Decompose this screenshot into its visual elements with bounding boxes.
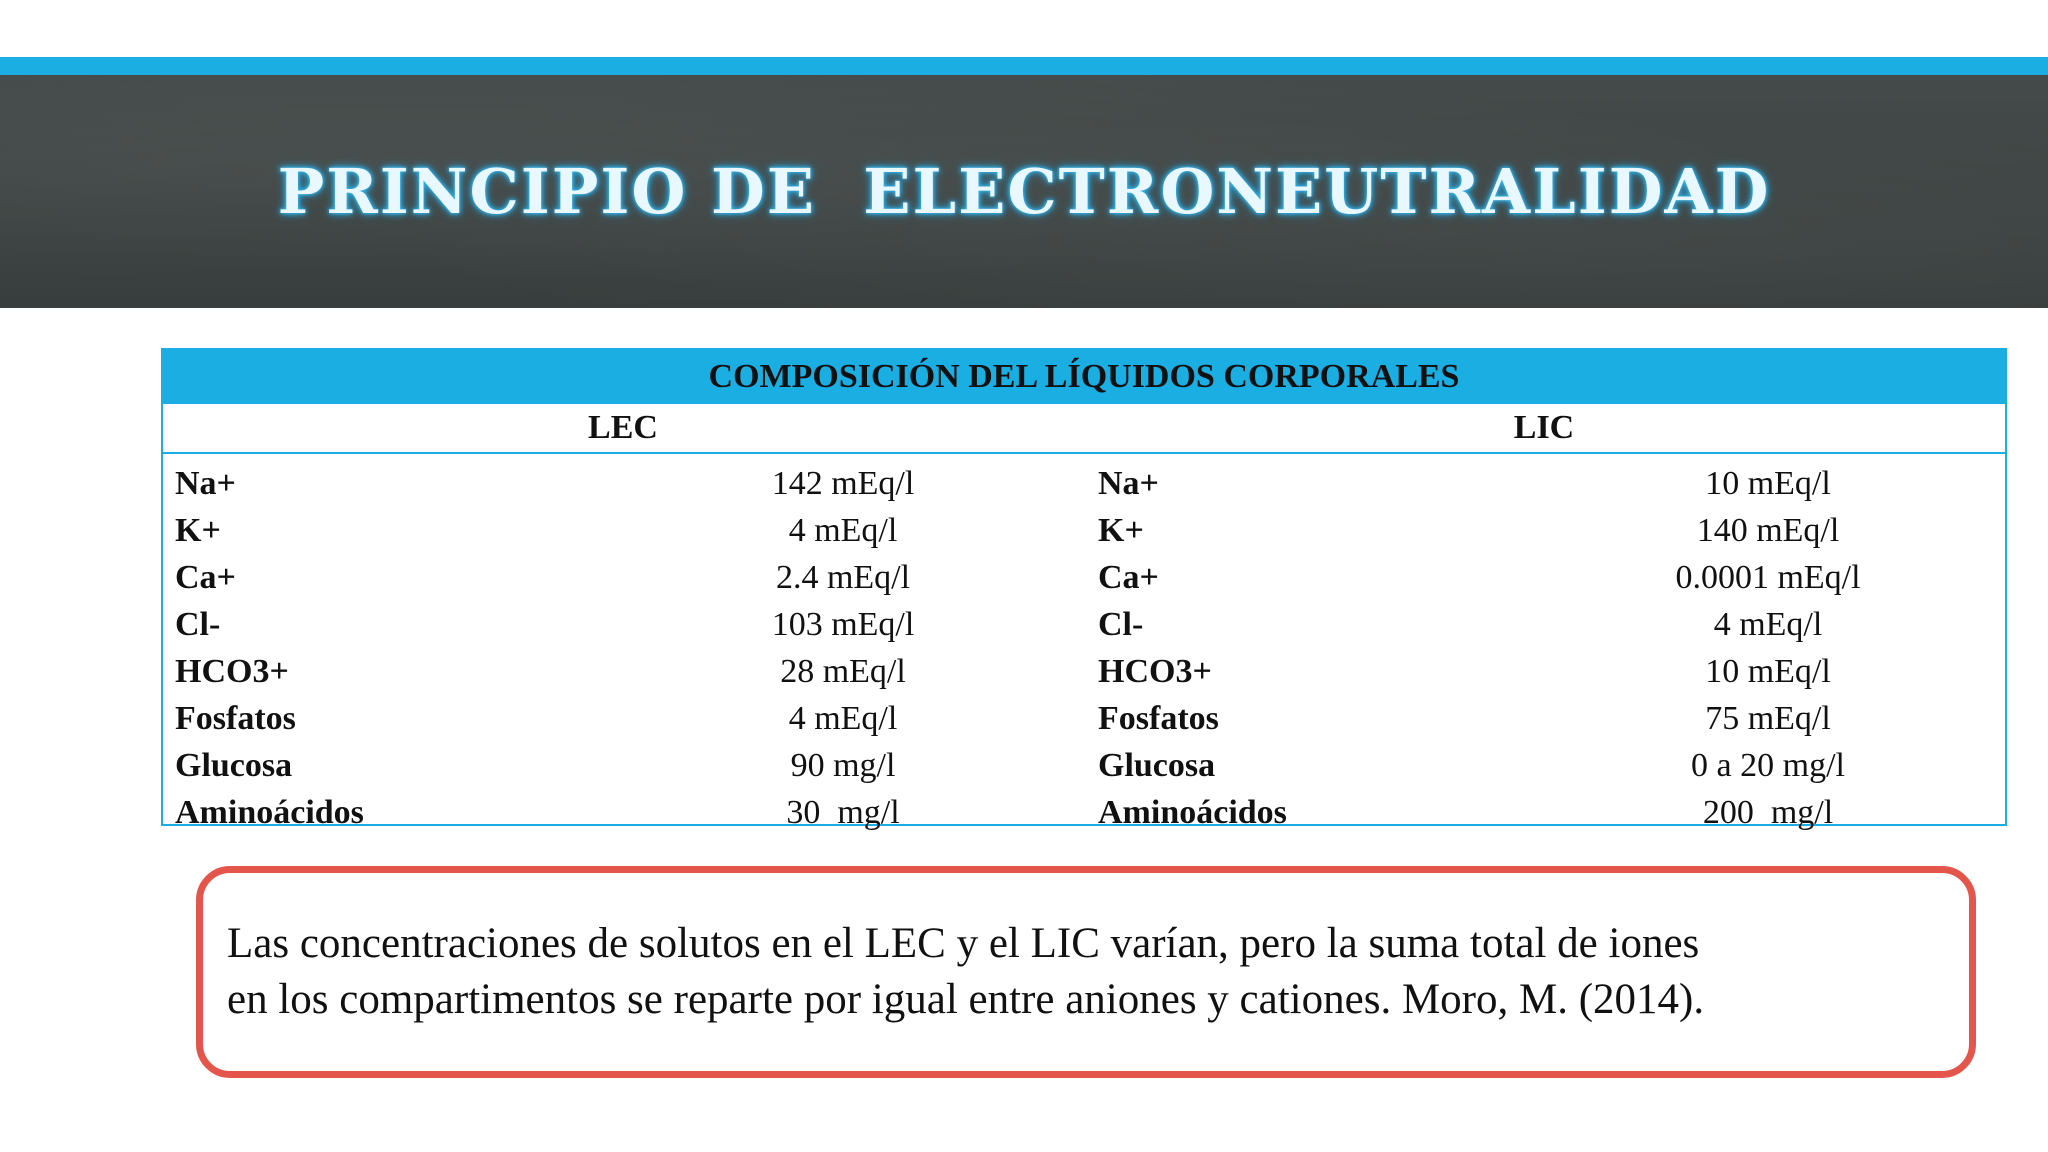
note-line-1: Las concentraciones de solutos en el LEC y el LIC varían, pero la suma total de iones: [227, 920, 1700, 967]
header-lic: LIC: [1513, 409, 1575, 446]
lic-solute: HCO3+: [1098, 652, 1212, 690]
lic-solute: Aminoácidos: [1098, 793, 1287, 831]
lec-solute: Fosfatos: [175, 699, 296, 737]
table-row: [163, 648, 2005, 695]
table-row: [163, 601, 2005, 648]
lic-value: 10 mEq/l: [1705, 652, 1831, 690]
slide-title: PRINCIPIO DE ELECTRONEUTRALIDAD: [277, 155, 1771, 228]
lec-value: 4 mEq/l: [788, 699, 898, 737]
lec-value: 2.4 mEq/l: [775, 558, 911, 596]
table-row: [163, 789, 2005, 836]
lic-solute: Cl-: [1098, 605, 1144, 643]
lic-solute: Glucosa: [1098, 746, 1216, 784]
top-accent-stripe: [0, 57, 2048, 75]
lec-solute: HCO3+: [175, 652, 289, 690]
lec-value: 103 mEq/l: [771, 605, 915, 643]
table-row: [163, 507, 2005, 554]
lec-value: 30 mg/l: [786, 793, 900, 831]
header-lec: LEC: [588, 409, 658, 446]
lec-solute: Aminoácidos: [175, 793, 364, 831]
lic-value: 0 a 20 mg/l: [1691, 746, 1845, 784]
lec-solute: K+: [175, 511, 221, 549]
lic-solute: Fosfatos: [1098, 699, 1219, 737]
lic-value: 4 mEq/l: [1713, 605, 1823, 643]
note-line-2: en los compartimentos se reparte por igual entre aniones y cationes. Moro, M. (2014).: [227, 976, 1705, 1023]
lic-solute: Na+: [1098, 464, 1159, 502]
table-row: [163, 460, 2005, 507]
table-body: [163, 454, 2005, 836]
lic-solute: K+: [1098, 511, 1144, 549]
lec-solute: Na+: [175, 464, 236, 502]
lec-value: 28 mEq/l: [780, 652, 906, 690]
lec-value: 142 mEq/l: [771, 464, 915, 502]
lec-solute: Cl-: [175, 605, 221, 643]
composition-table: [161, 348, 2007, 831]
table-row: [163, 742, 2005, 789]
lic-value: 75 mEq/l: [1705, 699, 1831, 737]
table-row: [163, 554, 2005, 601]
lic-value: 0.0001 mEq/l: [1675, 558, 1861, 596]
table-column-headers: [163, 404, 2005, 454]
title-banner: [0, 75, 2048, 308]
note-box: [196, 866, 1976, 1078]
note-text: [227, 916, 1704, 1028]
lec-solute: Glucosa: [175, 746, 293, 784]
lic-value: 140 mEq/l: [1696, 511, 1840, 549]
table-row: [163, 695, 2005, 742]
lec-solute: Ca+: [175, 558, 236, 596]
lic-solute: Ca+: [1098, 558, 1159, 596]
lec-value: 90 mg/l: [790, 746, 896, 784]
lic-value: 200 mg/l: [1702, 793, 1834, 831]
lic-value: 10 mEq/l: [1705, 464, 1831, 502]
table-title: COMPOSICIÓN DEL LÍQUIDOS CORPORALES: [163, 350, 2005, 404]
lec-value: 4 mEq/l: [788, 511, 898, 549]
